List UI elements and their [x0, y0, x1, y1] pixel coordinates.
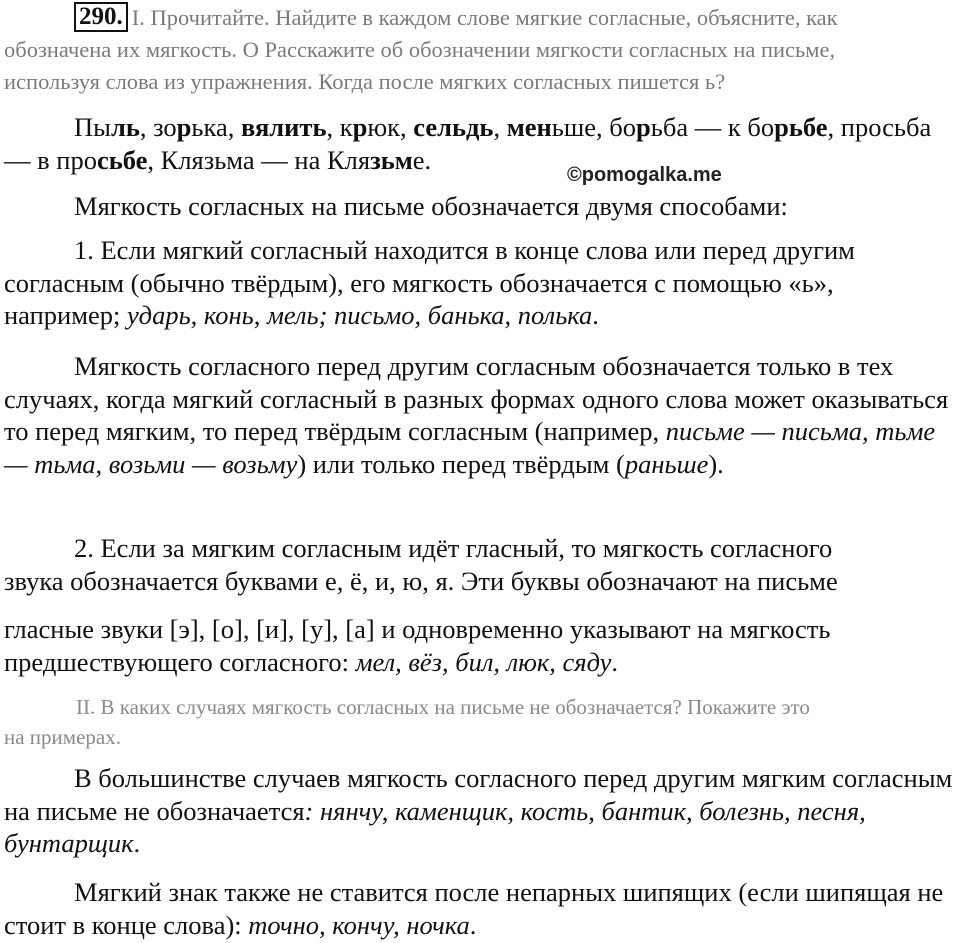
- word-text: юк,: [367, 112, 414, 142]
- rule-2-part-2: [4, 613, 956, 678]
- word-text: , зо: [139, 112, 177, 142]
- answer-1-end: .: [133, 828, 141, 858]
- watermark: ©pomogalka.me: [567, 164, 722, 186]
- rule-1-text: 1. Если мягкий согласный находится в конце слова или перед другим согласным (обычно твёрдым), его мягкость обозначается с помощью «ь», например;: [4, 235, 855, 330]
- task-2: [4, 692, 956, 752]
- soft-consonant-highlight: мен: [506, 112, 552, 142]
- exercise-task: [4, 2, 954, 98]
- word-text: ьше, бо: [551, 112, 637, 142]
- soft-consonant-highlight: ль: [110, 112, 140, 142]
- answer-1-text: В большинстве случаев мягкость согласного перед другим мягким согласным на письме не обозначается: [4, 763, 953, 826]
- task-line-2: обозначена их мягкость. О Расскажите об обозначении мягкости согласных на письме,: [4, 37, 836, 62]
- task-line-3: используя слова из упражнения. Когда после мягких согласных пишется ь?: [4, 69, 726, 94]
- rule-1b-end: ).: [708, 448, 724, 479]
- word-text: е.: [412, 144, 432, 175]
- word-text: , просьба — в про: [4, 112, 932, 175]
- rule-2-line-4-text: предшествующего согласного:: [4, 646, 356, 677]
- answer-1: [4, 762, 956, 860]
- rule-1b-examples: письме — письма, тьме — тьма, возьми — возьму: [4, 416, 936, 479]
- soft-consonant-highlight: р: [636, 112, 651, 142]
- soft-consonant-highlight: рьбе: [774, 112, 828, 142]
- rule-2-line-2: звука обозначается буквами е, ё, и, ю, я. Эти буквы обозначают на письме: [4, 565, 838, 596]
- task-2-line-1: II. В каких случаях мягкость согласных на письме не обозначается? Покажите это: [76, 695, 810, 719]
- task-line-1: I. Прочитайте. Найдите в каждом слове мягкие согласные, объясните, как: [131, 5, 838, 30]
- rule-1b: [4, 350, 956, 480]
- soft-consonant-highlight: сельдь: [413, 112, 494, 142]
- answer-2-end: .: [469, 909, 477, 940]
- soft-consonant-highlight: вялить: [241, 112, 327, 142]
- rule-2-part-1: [4, 532, 956, 597]
- answer-1-examples: : нянчу, каменщик, кость, бантик, болезнь, песня, бунтарщик: [4, 795, 866, 858]
- soft-consonant-highlight: зьм: [370, 144, 413, 175]
- answer-2: [4, 876, 956, 941]
- rule-2-line-1: 2. Если за мягким согласным идёт гласный, то мягкость согласного: [74, 533, 833, 563]
- rule-1b-mid: ) или только перед твёрдым (: [297, 448, 625, 479]
- answer-2-examples: точно, кончу, ночка: [248, 909, 470, 940]
- word-text: ьба — к бо: [650, 112, 775, 142]
- word-text: , к: [326, 112, 353, 142]
- rule-1b-text: Мягкость согласного перед другим согласным обозначается только в тех случаях, когда мягкий согласный в разных формах одного слова может оказываться то перед мягким, то перед твёрдым согласным (например,: [4, 351, 949, 446]
- rule-2-line-4-end: .: [611, 646, 619, 677]
- soft-consonant-highlight: р: [352, 112, 368, 142]
- exercise-number: 290.: [74, 2, 128, 32]
- rule-1: [4, 234, 956, 332]
- soft-consonant-highlight: сьбе: [96, 144, 148, 175]
- word-text: ька,: [191, 112, 241, 142]
- rule-2-line-4-examples: мел, вёз, бил, люк, сяду: [355, 646, 612, 677]
- rule-1-end: .: [592, 300, 599, 330]
- answer-2-text: Мягкий знак также не ставится после непарных шипящих (если шипящая не стоит в конце слова):: [4, 877, 944, 940]
- word-text: Пы: [74, 112, 111, 142]
- rule-1-examples: ударь, конь, мель; письмо, банька, полька: [126, 300, 593, 330]
- word-text: , Клязьма — на Кля: [147, 144, 371, 175]
- task-2-line-2: на примерах.: [4, 725, 121, 749]
- words-paragraph: [4, 111, 956, 176]
- word-text: ,: [493, 112, 507, 142]
- rule-2-line-3: гласные звуки [э], [о], [и], [у], [а] и одновременно указывают на мягкость: [4, 614, 831, 644]
- rule-intro: Мягкость согласных на письме обозначается двумя способами:: [74, 191, 788, 221]
- rule-1b-examples-2: раньше: [624, 448, 709, 479]
- soft-consonant-highlight: р: [176, 112, 192, 142]
